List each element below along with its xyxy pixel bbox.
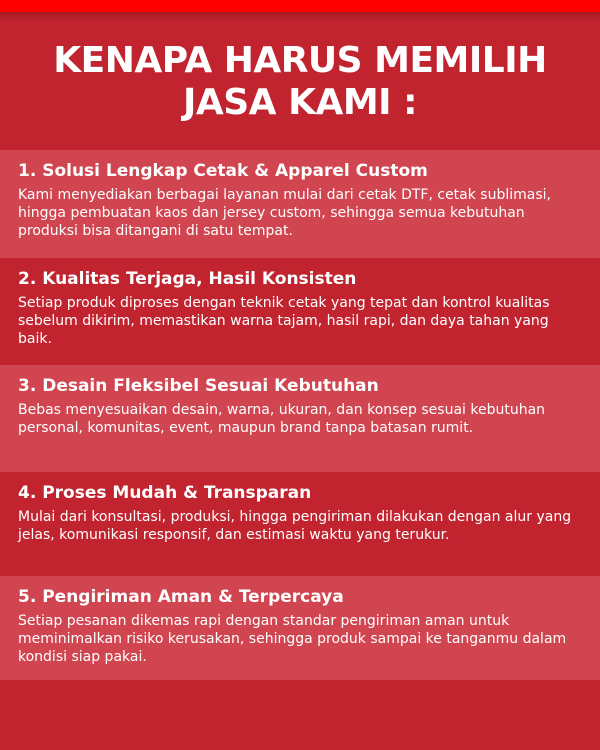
reason-description: Mulai dari konsultasi, produksi, hingga pengiriman dilakukan dengan alur yang jelas, komunikasi responsif, dan estimasi waktu yang terukur.: [18, 509, 572, 543]
page-title-line-2: JASA KAMI :: [183, 82, 417, 123]
reason-card-5: [0, 576, 600, 680]
page-title: [0, 40, 600, 124]
top-shadow: [0, 12, 600, 22]
reason-description: Setiap produk diproses dengan teknik cetak yang tepat dan kontrol kualitas sebelum dikirim, memastikan warna tajam, hasil rapi, dan daya tahan yang baik.: [18, 295, 550, 347]
reason-card-3: [0, 365, 600, 472]
reason-description: Bebas menyesuaikan desain, warna, ukuran, dan konsep sesuai kebutuhan personal, komunitas, event, maupun brand tanpa batasan rumit.: [18, 402, 546, 436]
reason-title: 2. Kualitas Terjaga, Hasil Konsisten: [18, 269, 357, 289]
page-title-line-1: KENAPA HARUS MEMILIH: [53, 40, 547, 81]
reason-title: 3. Desain Fleksibel Sesuai Kebutuhan: [18, 376, 379, 396]
reason-title: 1. Solusi Lengkap Cetak & Apparel Custom: [18, 161, 428, 181]
reason-card-4: [0, 472, 600, 576]
reason-description: Kami menyediakan berbagai layanan mulai dari cetak DTF, cetak sublimasi, hingga pembuatan kaos dan jersey custom, sehingga semua kebutuhan produksi bisa ditangani di satu tempat.: [18, 187, 551, 239]
reason-card-1: [0, 150, 600, 258]
reason-title: 4. Proses Mudah & Transparan: [18, 483, 312, 503]
top-accent-bar: [0, 0, 600, 12]
reason-card-2: [0, 258, 600, 365]
reason-description: Setiap pesanan dikemas rapi dengan standar pengiriman aman untuk meminimalkan risiko kerusakan, sehingga produk sampai ke tanganmu dalam kondisi siap pakai.: [18, 613, 567, 665]
reason-title: 5. Pengiriman Aman & Terpercaya: [18, 587, 344, 607]
